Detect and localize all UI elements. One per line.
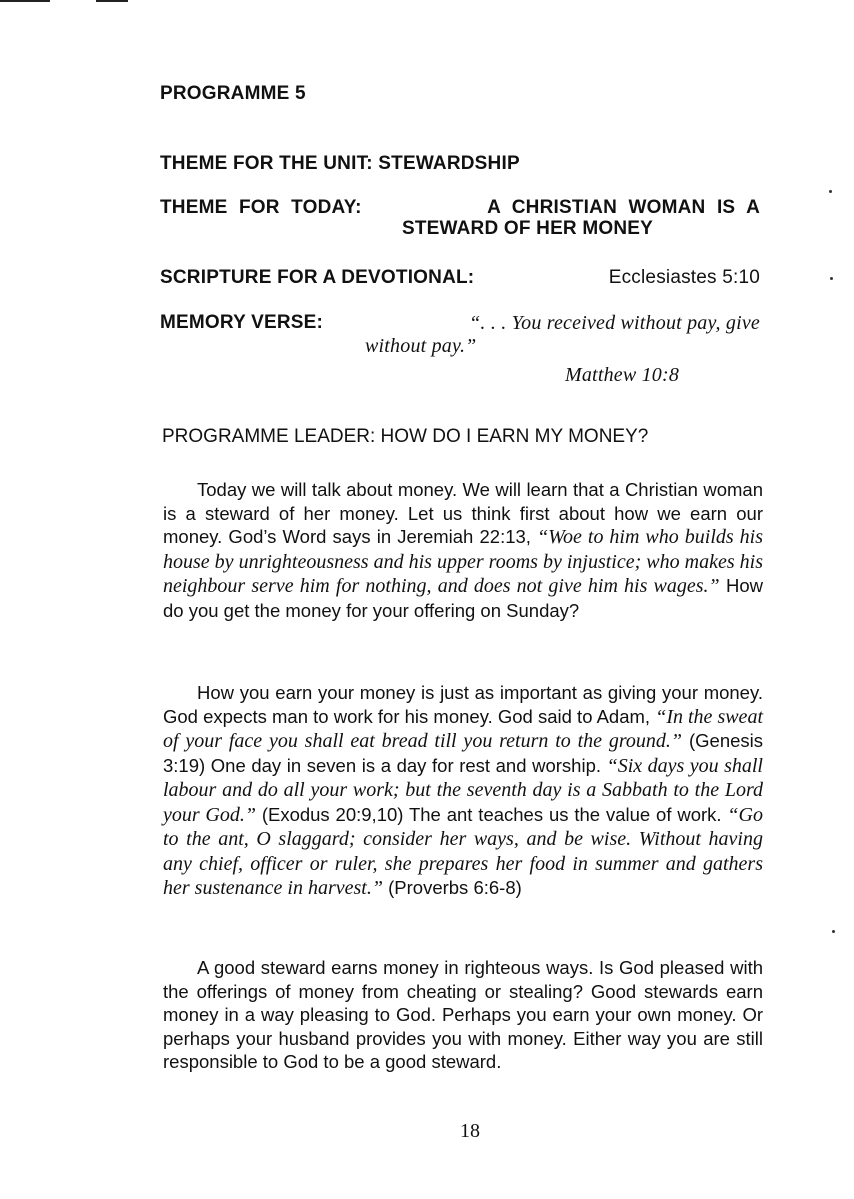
memory-verse-text-line2: without pay.” <box>365 335 477 357</box>
memory-verse-label: MEMORY VERSE: <box>160 312 324 333</box>
p2-quote-exodus: “Six days you shall labour and do all your work; but the seventh day is a Sabbath to the Lord your God.” <box>163 754 763 826</box>
scan-speck <box>829 190 832 193</box>
p2-text-end: (Proverbs 6:6-8) <box>382 877 522 898</box>
p2-text-2: (Genesis 3:19) One day in seven is a day for rest and worship. <box>163 730 764 776</box>
p3-text: A good steward earns money in righteous ways. Is God pleased with the offerings of money from cheating or stealing? Good stewards earn money in a way pleasing to God. Perhaps you earn your own money. Or perhaps your husband provides you with money. Either way you are still responsible to God to be a good steward. <box>163 957 763 1072</box>
theme-today-value-line1: A CHRISTIAN WOMAN IS A <box>487 197 760 218</box>
p2-text: How you earn your money is just as important as giving your money. God expects man to work for his money. God said to Adam, <box>163 682 763 727</box>
scan-edge-mark-right <box>96 0 128 2</box>
scan-speck <box>832 930 835 933</box>
paragraph-1 <box>163 478 763 622</box>
p1-text: Today we will talk about money. We will learn that a Christian woman is a steward of her money. Let us think first about how we earn our money. God’s Word says in Jeremiah 22:13, <box>163 479 763 547</box>
p1-text-end: How do you get the money for your offering on Sunday? <box>163 575 764 621</box>
theme-today-heading <box>160 197 760 240</box>
theme-unit-label: THEME FOR THE UNIT: <box>160 153 373 174</box>
theme-unit-value: STEWARDSHIP <box>378 153 520 174</box>
paragraph-2 <box>163 681 763 901</box>
scripture-reference: Ecclesiastes 5:10 <box>608 267 760 288</box>
theme-today-label: THEME FOR TODAY: <box>160 197 362 218</box>
scan-edge-mark-left <box>0 0 50 2</box>
p2-text-3: (Exodus 20:9,10) The ant teaches us the value of work. <box>255 803 728 825</box>
theme-unit-heading <box>160 153 520 175</box>
page-number: 18 <box>460 1120 480 1142</box>
p2-quote-genesis: “In the sweat of your face you shall eat bread till you return to the ground.” <box>163 705 763 752</box>
programme-title: PROGRAMME 5 <box>160 83 306 104</box>
p1-quote: “Woe to him who builds his house by unrighteousness and his upper rooms by injustice; who makes his neighbour serve him for nothing, and does not give him his wages.” <box>163 526 763 597</box>
programme-leader-heading: PROGRAMME LEADER: HOW DO I EARN MY MONEY? <box>162 426 649 447</box>
theme-today-value-line2: STEWARD OF HER MONEY <box>402 218 654 239</box>
memory-verse-block <box>160 312 760 387</box>
scan-speck <box>830 277 833 280</box>
scripture-heading <box>160 267 760 289</box>
paragraph-3 <box>163 956 763 1074</box>
scripture-label: SCRIPTURE FOR A DEVOTIONAL: <box>160 267 475 288</box>
memory-verse-citation: Matthew 10:8 <box>565 364 680 386</box>
p2-quote-proverbs: “Go to the ant, O slaggard; consider her ways, and be wise. Without having any chief, officer or ruler, she prepares her food in summer and gathers her sustenance in harvest.” <box>163 803 763 899</box>
memory-verse-text-line1: “. . . You received without pay, give <box>469 312 760 334</box>
